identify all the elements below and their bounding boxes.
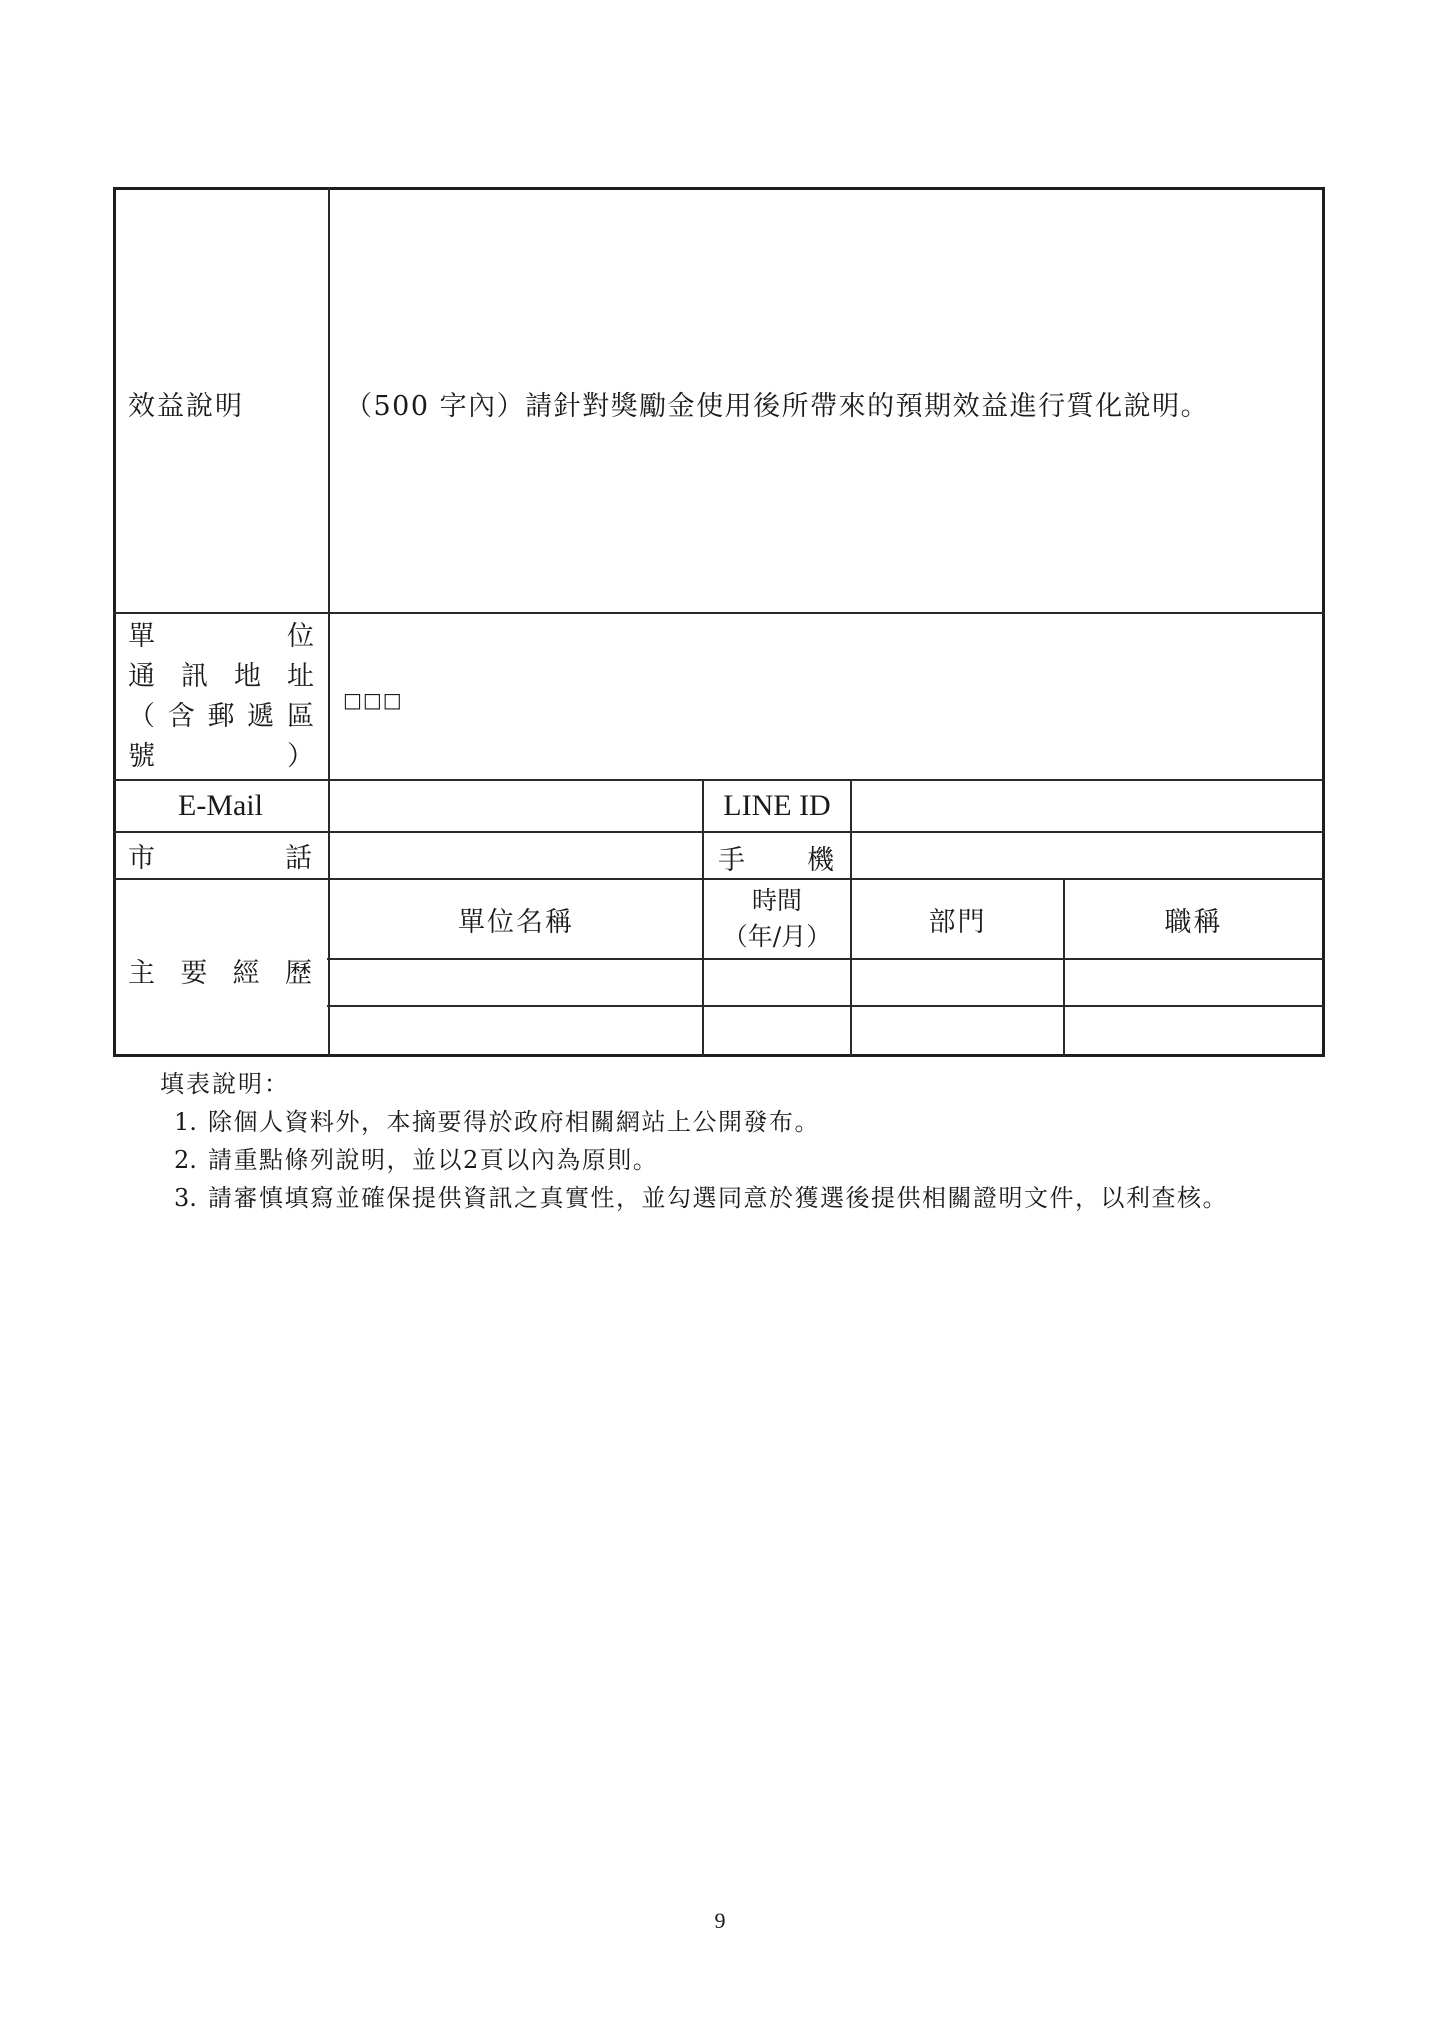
header-department: 部門 — [928, 906, 987, 938]
instruction-item-1: 1. 除個人資料外，本摘要得於政府相關網站上公開發布。 — [174, 1108, 820, 1136]
header-unit-name: 單位名稱 — [458, 906, 574, 938]
phone-field[interactable] — [330, 833, 702, 878]
benefit-description-field[interactable]: （500 字內）請針對獎勵金使用後所帶來的預期效益進行質化說明。 — [345, 390, 1210, 422]
exp-row-1-time-field[interactable] — [704, 960, 850, 1005]
benefit-label: 效益說明 — [128, 390, 244, 422]
table-left-border — [113, 187, 116, 1057]
page-number: 9 — [714, 1908, 726, 1933]
table-top-border — [113, 187, 1325, 190]
phone-label: 市 話 — [128, 843, 314, 874]
email-field[interactable] — [330, 781, 702, 831]
exp-row-1-dept-field[interactable] — [852, 960, 1063, 1005]
exp-row-2-title-field[interactable] — [1065, 1007, 1322, 1054]
instruction-item-2: 2. 請重點條列說明，並以2頁以內為原則。 — [174, 1146, 659, 1174]
address-label — [128, 617, 314, 777]
header-time: 時間 （年/月） — [722, 886, 832, 951]
experience-label: 主 要 經 歷 — [128, 957, 314, 989]
instructions-heading: 填表說明： — [160, 1070, 290, 1098]
address-label-line-2: 通 訊 地 址 — [128, 661, 314, 692]
line-id-label: LINE ID — [723, 789, 831, 822]
exp-row-2-dept-field[interactable] — [852, 1007, 1063, 1054]
postal-code-boxes[interactable]: □□□ — [343, 688, 403, 712]
email-label: E-Mail — [178, 789, 263, 822]
line-id-field[interactable] — [852, 781, 1322, 831]
header-job-title: 職稱 — [1164, 906, 1223, 938]
address-label-line-4: 號 ） — [128, 741, 314, 772]
exp-row-2-time-field[interactable] — [704, 1007, 850, 1054]
table-right-border — [1322, 190, 1325, 1057]
exp-row-1-title-field[interactable] — [1065, 960, 1322, 1005]
table-bottom-border — [113, 1054, 1325, 1057]
mobile-field[interactable] — [852, 833, 1322, 878]
exp-row-1-unit-field[interactable] — [330, 960, 702, 1005]
form-instructions — [160, 1065, 1330, 1217]
address-label-line-3: （ 含 郵 遞 區 — [128, 701, 314, 732]
address-label-line-1: 單 位 — [128, 621, 314, 652]
exp-row-2-unit-field[interactable] — [330, 1007, 702, 1054]
mobile-label: 手 機 — [718, 845, 836, 876]
instruction-item-3: 3. 請審慎填寫並確保提供資訊之真實性，並勾選同意於獲選後提供相關證明文件，以利查核。 — [174, 1184, 1228, 1212]
